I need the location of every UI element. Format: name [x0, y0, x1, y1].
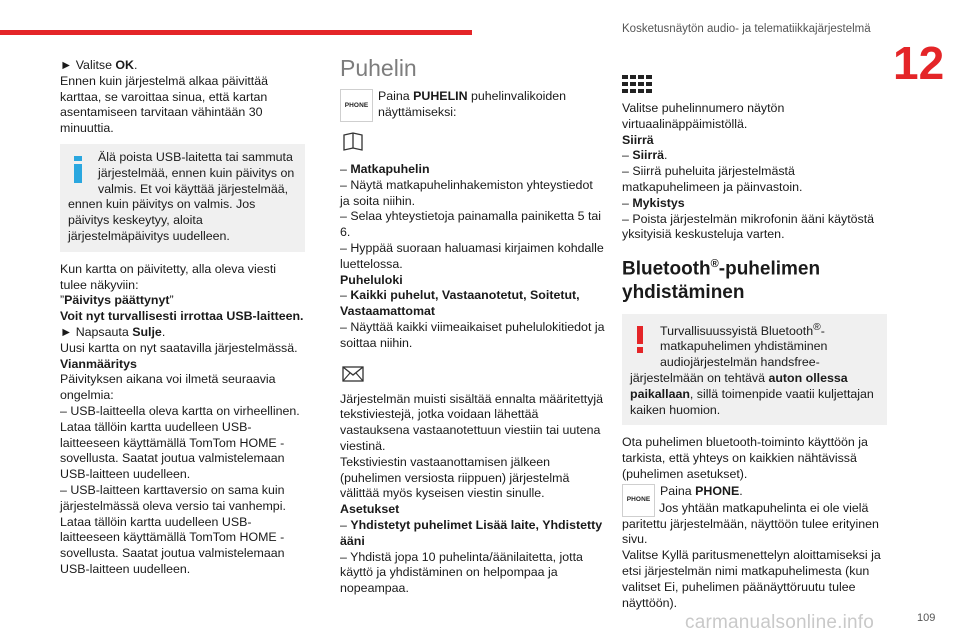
page-number: 109 [917, 612, 936, 624]
new-map-text: Uusi kartta on nyt saatavilla järjestelmässä. [60, 340, 298, 355]
menu-mobile-desc-1: – Näytä matkapuhelinhakemiston yhteystiedot ja soita niihin. [340, 177, 593, 208]
info-icon [68, 154, 88, 184]
update-warning-text: Ennen kuin järjestelmä alkaa päivittää karttaa, se varoittaa sinua, että kartan asentamiseen tarvitaan vähintään 30 minuuttia. [60, 73, 269, 136]
transfer-item: – Siirrä. [622, 148, 668, 163]
info-note [60, 144, 305, 252]
column-2 [340, 55, 605, 597]
menu-mobile: – Matkapuhelin [340, 162, 430, 176]
updated-text: Kun kartta on päivitetty, alla oleva viesti tulee näkyviin: [60, 261, 277, 292]
menu-mobile-desc-2: – Selaa yhteystietoja painamalla painiketta 5 tai 6. [340, 209, 602, 240]
bluetooth-heading: Bluetooth®-puhelimen yhdistäminen [622, 258, 821, 303]
phone-button-icon: PHONE [340, 89, 373, 122]
phone-button-icon-2: PHONE [622, 484, 655, 517]
pairing-page-text: Jos yhtään matkapuhelinta ei ole vielä paritettu järjestelmään, näyttöön tulee erityinen sivu. [622, 500, 879, 547]
settings-item: – Yhdistetyt puhelimet Lisää laite, Yhdistetty ääni [340, 517, 603, 548]
transfer-heading: Siirrä [622, 132, 654, 147]
header-title: Kosketusnäytön audio- ja telematiikkajärjestelmä [622, 23, 871, 35]
column-3 [622, 75, 887, 611]
mute-item: – Mykistys [622, 195, 685, 210]
troubleshooting-item-2: – USB-laitteen karttaversio on sama kuin järjestelmässä oleva versio tai vanhempi. Lataa tällöin kartta uudelleen USB-laitteeseen käyttämällä TomTom HOME -sovellusta. Saatat joutua valmistelemaan USB-laitteen uudelleen. [60, 482, 286, 576]
keypad-text: Valitse puhelinnumero näytön virtuaalinäppäimistöllä. [622, 101, 785, 131]
message-line-1: ”Päivitys päättynyt” [60, 293, 174, 308]
call-log-item: – Kaikki puhelut, Vastaanotetut, Soitetut, Vastaamattomat [340, 288, 580, 319]
settings-desc: – Yhdistä jopa 10 puhelinta/äänilaitetta, jotta käyttö ja yhdistäminen on helpompaa ja nopeampaa. [340, 549, 583, 596]
info-note-text: Älä poista USB-laitetta tai sammuta järjestelmää, ennen kuin päivitys on valmis. Et voi käyttää järjestelmää, ennen kuin päivitys on valmis. Jos päivitys keskeytyy, aloita järjestelmäpäivitys uudelleen. [68, 149, 295, 243]
warning-note-text: Turvallisuussyistä Bluetooth®-matkapuhelimen yhdistäminen audiojärjestelmän handsfree-järjestelmään on tehtävä auton ollessa paikallaan, sillä toimenpide vaatii kuljettajan kaiken huomion. [630, 321, 874, 417]
press-phone-text: Paina PHONE. [660, 483, 743, 498]
envelope-icon [342, 366, 364, 382]
contacts-book-icon [342, 132, 364, 152]
pairing-select-text: Valitse Kyllä paritusmenettelyn aloittamiseksi ja etsi järjestelmän nimi matkapuhelimesta (kun valitset Ei, puhelimen päänäyttöruutu tulee näyttöön). [622, 548, 881, 610]
step-click-close: ► Napsauta Sulje. [60, 324, 166, 339]
settings-heading: Asetukset [340, 502, 400, 517]
column-1 [60, 58, 305, 578]
header-red-bar [0, 30, 472, 35]
step-select-ok: ► Valitse OK. [60, 58, 138, 72]
mute-desc: – Poista järjestelmän mikrofonin ääni käytöstä yksityisiä keskusteluja varten. [622, 211, 875, 242]
keypad-icon [622, 75, 654, 93]
bt-enable-text: Ota puhelimen bluetooth-toiminto käyttöön ja tarkista, että yhteys on kaikkien nähtävissä (puhelimen asetukset). [622, 435, 868, 481]
warning-icon [630, 324, 650, 354]
message-line-2: Voit nyt turvallisesti irrottaa USB-laitteen. [60, 309, 304, 324]
warning-note [622, 314, 887, 426]
phone-intro-text: Paina PUHELIN puhelinvalikoiden näyttämiseksi: [378, 89, 567, 119]
sms-text-2: Tekstiviestin vastaanottamisen jälkeen (puhelimen versiosta riippuen) järjestelmä välittää myös kyseisen viestin sinulle. [340, 454, 570, 501]
phone-intro [340, 89, 605, 122]
call-log-heading: Puheluloki [340, 272, 403, 287]
watermark: carmanualsonline.info [685, 612, 875, 633]
section-title-phone: Puhelin [340, 55, 417, 81]
troubleshooting-intro: Päivityksen aikana voi ilmetä seuraavia ongelmia: [60, 372, 276, 403]
chapter-number: 12 [893, 37, 945, 89]
transfer-desc: – Siirrä puheluita järjestelmästä matkapuhelimeen ja päinvastoin. [622, 164, 803, 194]
troubleshooting-item-1: – USB-laitteella oleva kartta on virheellinen. Lataa tällöin kartta uudelleen USB-laitteeseen käyttämällä TomTom HOME -sovellusta. Saatat joutua valmistelemaan USB-laitteen uudelleen. [60, 403, 300, 482]
call-log-desc: – Näyttää kaikki viimeaikaiset puhelulokitiedot ja soittaa niihin. [340, 319, 605, 350]
menu-mobile-desc-3: – Hyppää suoraan haluamasi kirjaimen kohdalle luettelossa. [340, 240, 604, 271]
sms-text-1: Järjestelmän muisti sisältää ennalta määritettyjä tekstiviestejä, jotka voidaan lähettää vastauksena vastaanotettuun viestiin tai uutena viestinä. [340, 391, 604, 453]
troubleshooting-heading: Vianmääritys [60, 356, 137, 371]
